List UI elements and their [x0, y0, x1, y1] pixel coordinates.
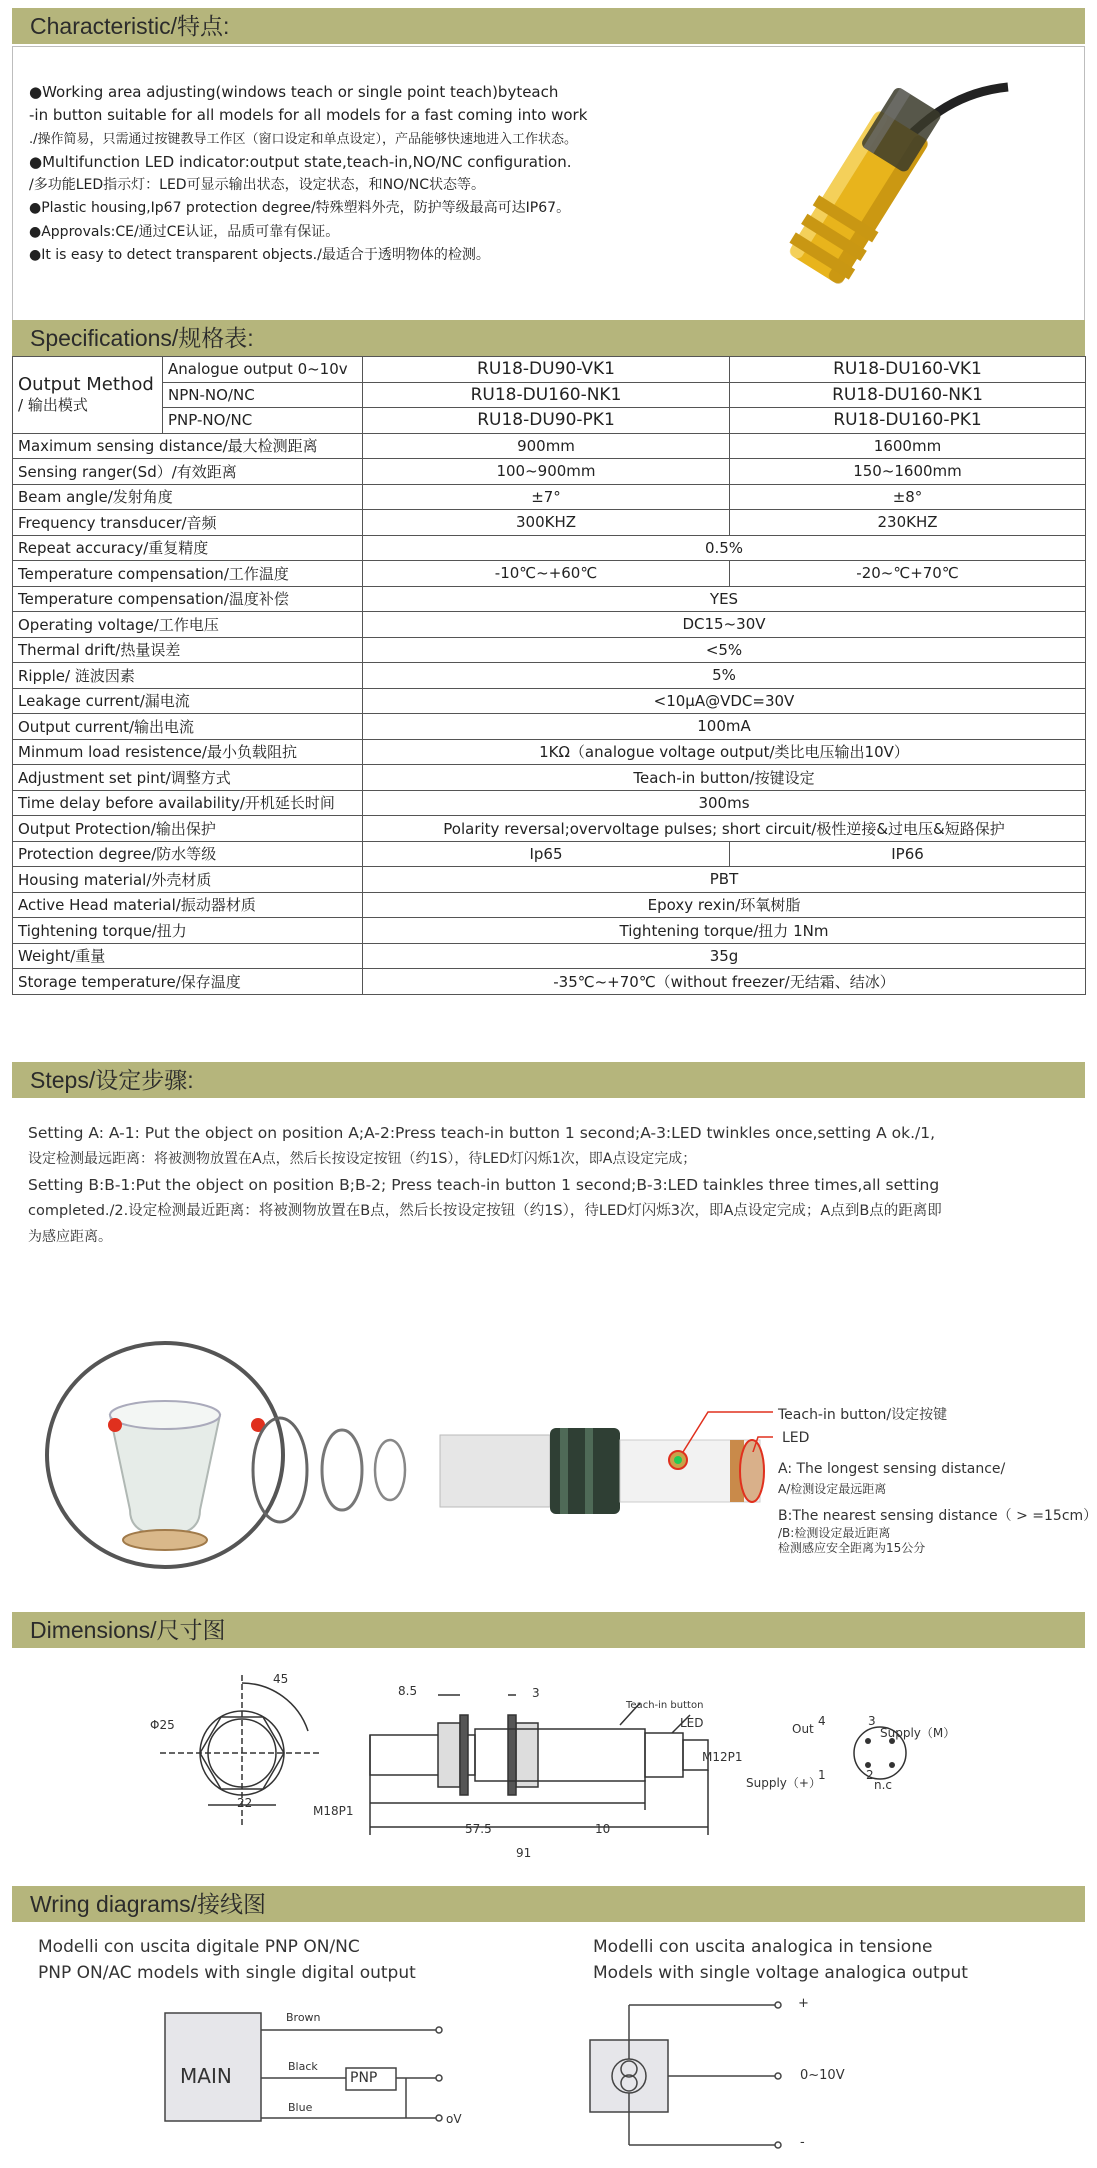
spec-label: Frequency transducer/音频 — [13, 510, 363, 536]
characteristic-line: /多功能LED指示灯：LED可显示输出状态，设定状态，和NO/NC状态等。 — [29, 177, 486, 194]
dim-m12: M12P1 — [702, 1750, 743, 1764]
spec-value-b: -20~℃+70℃ — [730, 561, 1086, 587]
spec-label: Adjustment set pint/调整方式 — [13, 765, 363, 791]
table-row — [13, 586, 1086, 612]
table-row — [13, 892, 1086, 918]
spec-label: Weight/重量 — [13, 943, 363, 969]
pin-out-label: Out — [792, 1722, 814, 1736]
spec-label: Temperature compensation/温度补偿 — [13, 586, 363, 612]
table-row — [13, 357, 1086, 383]
pin-2-label: 2 — [866, 1768, 874, 1782]
characteristic-line: ●Plastic housing,Ip67 protection degree/特殊塑料外壳，防护等级最高可达IP67。 — [29, 200, 571, 217]
dim-57-5: 57.5 — [465, 1822, 492, 1836]
spec-value: 100mA — [363, 714, 1086, 740]
wiring-left-title: Modelli con uscita digitale PNP ON/NC — [38, 1937, 360, 1957]
black-wire-label: Black — [288, 2060, 318, 2073]
spec-value-a: -10℃~+60℃ — [363, 561, 730, 587]
spec-label: Ripple/ 涟波因素 — [13, 663, 363, 689]
steps-line: 设定检测最远距离：将被测物放置在A点，然后长按设定按钮（约1S），待LED灯闪烁1次，即A点设定完成； — [28, 1151, 697, 1167]
section-specifications: Specifications/规格表: — [12, 320, 1085, 356]
position-b-label-cn: /B:检测设定最近距离 — [778, 1526, 891, 1540]
output-method-label-cn: / 输出模式 — [18, 395, 88, 414]
spec-label: Maximum sensing distance/最大检测距离 — [13, 433, 363, 459]
characteristic-line: ●Approvals:CE/通过CE认证，品质可靠有保证。 — [29, 223, 340, 240]
table-row — [13, 688, 1086, 714]
supply-m-label: Supply（M） — [880, 1726, 956, 1740]
steps-line: 为感应距离。 — [28, 1229, 112, 1245]
dim-22: 22 — [237, 1796, 253, 1810]
table-row — [13, 943, 1086, 969]
table-row — [13, 867, 1086, 893]
method-name: PNP-NO/NC — [163, 408, 363, 434]
dim-teach-in: Teach-in button — [626, 1700, 704, 1711]
spec-label: Operating voltage/工作电压 — [13, 612, 363, 638]
position-a-label: A: The longest sensing distance/ — [778, 1461, 1006, 1477]
dim-45: 45 — [273, 1672, 289, 1686]
characteristic-line: ●Multifunction LED indicator:output state,teach-in,NO/NC configuration. — [29, 152, 572, 171]
table-row — [13, 816, 1086, 842]
model-b: RU18-DU160-NK1 — [730, 382, 1086, 408]
model-b: RU18-DU160-PK1 — [730, 408, 1086, 434]
spec-value-a: 100~900mm — [363, 459, 730, 485]
spec-value: <5% — [363, 637, 1086, 663]
dimension-drawing — [40, 1655, 1040, 1865]
dim-10: 10 — [595, 1822, 611, 1836]
supply-p-label: Supply（+） — [746, 1776, 821, 1790]
dim-8-5: 8.5 — [398, 1684, 418, 1698]
ov-label: oV — [446, 2112, 462, 2126]
characteristic-panel — [12, 46, 1085, 322]
table-row — [13, 612, 1086, 638]
table-row — [13, 841, 1086, 867]
teach-illustration — [40, 1330, 800, 1580]
spec-label: Sensing ranger(Sd）/有效距离 — [13, 459, 363, 485]
dim-phi25: Φ25 — [150, 1718, 175, 1732]
pnp-box-label: PNP — [350, 2070, 378, 2086]
steps-line: completed./2.设定检测最近距离：将被测物放置在B点，然后长按设定按钮（约1S），待LED灯闪烁3次，即A点设定完成；A点到B点的距离即 — [28, 1203, 942, 1219]
spec-label: Leakage current/漏电流 — [13, 688, 363, 714]
spec-label: Storage temperature/保存温度 — [13, 969, 363, 995]
spec-label: Tightening torque/扭力 — [13, 918, 363, 944]
spec-value: 35g — [363, 943, 1086, 969]
table-row — [13, 382, 1086, 408]
spec-label: Output current/输出电流 — [13, 714, 363, 740]
spec-label: Thermal drift/热量误差 — [13, 637, 363, 663]
position-b-label-cn2: 检测感应安全距离为15公分 — [778, 1541, 926, 1555]
wiring-diagram-analog — [585, 1995, 825, 2165]
main-box-label: MAIN — [180, 2064, 232, 2088]
blue-wire-label: Blue — [288, 2101, 313, 2114]
dim-91: 91 — [516, 1846, 532, 1860]
spec-value: DC15~30V — [363, 612, 1086, 638]
table-row — [13, 459, 1086, 485]
dim-led: LED — [680, 1716, 704, 1730]
characteristic-line: ./操作简易，只需通过按键教导工作区（窗口设定和单点设定），产品能够快速地进入工作状态。 — [29, 131, 578, 147]
spec-value-b: IP66 — [730, 841, 1086, 867]
steps-line: Setting B:B-1:Put the object on position B;B-2; Press teach-in button 1 second;B-3:LED tainkles three times,all setting — [28, 1176, 940, 1194]
analog-plus-label: + — [798, 1996, 809, 2011]
spec-label: Time delay before availability/开机延长时间 — [13, 790, 363, 816]
table-row — [13, 790, 1086, 816]
spec-value: PBT — [363, 867, 1086, 893]
spec-value: Teach-in button/按键设定 — [363, 765, 1086, 791]
table-row — [13, 433, 1086, 459]
table-row — [13, 535, 1086, 561]
analog-output-label: 0~10V — [800, 2068, 845, 2083]
specifications-table — [12, 356, 1086, 995]
table-row — [13, 765, 1086, 791]
section-wiring: Wring diagrams/接线图 — [12, 1886, 1085, 1922]
model-a: RU18-DU90-PK1 — [363, 408, 730, 434]
nc-label: n.c — [874, 1778, 893, 1792]
section-dimensions: Dimensions/尺寸图 — [12, 1612, 1085, 1648]
method-name: NPN-NO/NC — [163, 382, 363, 408]
output-method-label: Output Method — [18, 373, 154, 395]
spec-value-a: 900mm — [363, 433, 730, 459]
position-b-label: B:The nearest sensing distance（ > =15cm） — [778, 1508, 1097, 1524]
steps-text — [28, 1120, 1048, 1250]
spec-label: Active Head material/振动器材质 — [13, 892, 363, 918]
led-label: LED — [782, 1430, 810, 1446]
steps-line: Setting A: A-1: Put the object on position A;A-2:Press teach-in button 1 second;A-3:LED twinkles once,setting A ok./1, — [28, 1124, 936, 1142]
spec-label: Housing material/外壳材质 — [13, 867, 363, 893]
spec-value: 0.5% — [363, 535, 1086, 561]
spec-value-a: ±7° — [363, 484, 730, 510]
brown-wire-label: Brown — [286, 2011, 321, 2024]
table-row — [13, 510, 1086, 536]
characteristic-line: ●Working area adjusting(windows teach or single point teach)byteach — [29, 83, 559, 101]
spec-value-b: 1600mm — [730, 433, 1086, 459]
spec-value: YES — [363, 586, 1086, 612]
characteristic-line: -in button suitable for all models for all models for a fast coming into work — [29, 106, 588, 125]
wiring-left-subtitle: PNP ON/AC models with single digital output — [38, 1963, 416, 1983]
spec-label: Beam angle/发射角度 — [13, 484, 363, 510]
spec-value-b: 150~1600mm — [730, 459, 1086, 485]
table-row — [13, 714, 1086, 740]
table-row — [13, 739, 1086, 765]
wiring-right-subtitle: Models with single voltage analogica output — [593, 1963, 968, 1983]
table-row — [13, 484, 1086, 510]
sensor-photo — [753, 47, 1013, 317]
method-name: Analogue output 0~10v — [163, 357, 363, 383]
table-row — [13, 561, 1086, 587]
spec-value-a: 300KHZ — [363, 510, 730, 536]
spec-value: 5% — [363, 663, 1086, 689]
table-row — [13, 969, 1086, 995]
spec-value-b: 230KHZ — [730, 510, 1086, 536]
dim-m18: M18P1 — [313, 1804, 354, 1818]
spec-value: Polarity reversal;overvoltage pulses; short circuit/极性逆接&过电压&短路保护 — [363, 816, 1086, 842]
teach-in-label: Teach-in button/设定按键 — [778, 1407, 948, 1423]
table-row — [13, 918, 1086, 944]
spec-label: Output Protection/输出保护 — [13, 816, 363, 842]
spec-label: Protection degree/防水等级 — [13, 841, 363, 867]
characteristic-line: ●It is easy to detect transparent objects./最适合于透明物体的检测。 — [29, 247, 490, 264]
spec-value-b: ±8° — [730, 484, 1086, 510]
pin-4-label: 4 — [818, 1714, 826, 1728]
output-method-cell — [13, 357, 163, 434]
characteristic-list — [29, 81, 749, 267]
spec-label: Temperature compensation/工作温度 — [13, 561, 363, 587]
wiring-right-title: Modelli con uscita analogica in tensione — [593, 1937, 933, 1957]
spec-label: Repeat accuracy/重复精度 — [13, 535, 363, 561]
pin-3-label: 3 — [868, 1714, 876, 1728]
spec-value: -35℃~+70℃（without freezer/无结霜、结冰） — [363, 969, 1086, 995]
spec-value: Tightening torque/扭力 1Nm — [363, 918, 1086, 944]
table-row — [13, 663, 1086, 689]
spec-label: Minmum load resistence/最小负载阻抗 — [13, 739, 363, 765]
model-a: RU18-DU90-VK1 — [363, 357, 730, 383]
analog-minus-label: - — [800, 2135, 805, 2150]
table-row — [13, 408, 1086, 434]
section-characteristic: Characteristic/特点: — [12, 8, 1085, 44]
spec-value: Epoxy rexin/环氧树脂 — [363, 892, 1086, 918]
pin-1-label: 1 — [818, 1768, 826, 1782]
spec-value: 1KΩ（analogue voltage output/类比电压输出10V） — [363, 739, 1086, 765]
spec-value: 300ms — [363, 790, 1086, 816]
position-a-label-cn: A/检测设定最远距离 — [778, 1482, 887, 1496]
spec-value-a: Ip65 — [363, 841, 730, 867]
model-b: RU18-DU160-VK1 — [730, 357, 1086, 383]
dim-3: 3 — [532, 1686, 540, 1700]
model-a: RU18-DU160-NK1 — [363, 382, 730, 408]
spec-value: <10μA@VDC=30V — [363, 688, 1086, 714]
table-row — [13, 637, 1086, 663]
section-steps: Steps/设定步骤: — [12, 1062, 1085, 1098]
